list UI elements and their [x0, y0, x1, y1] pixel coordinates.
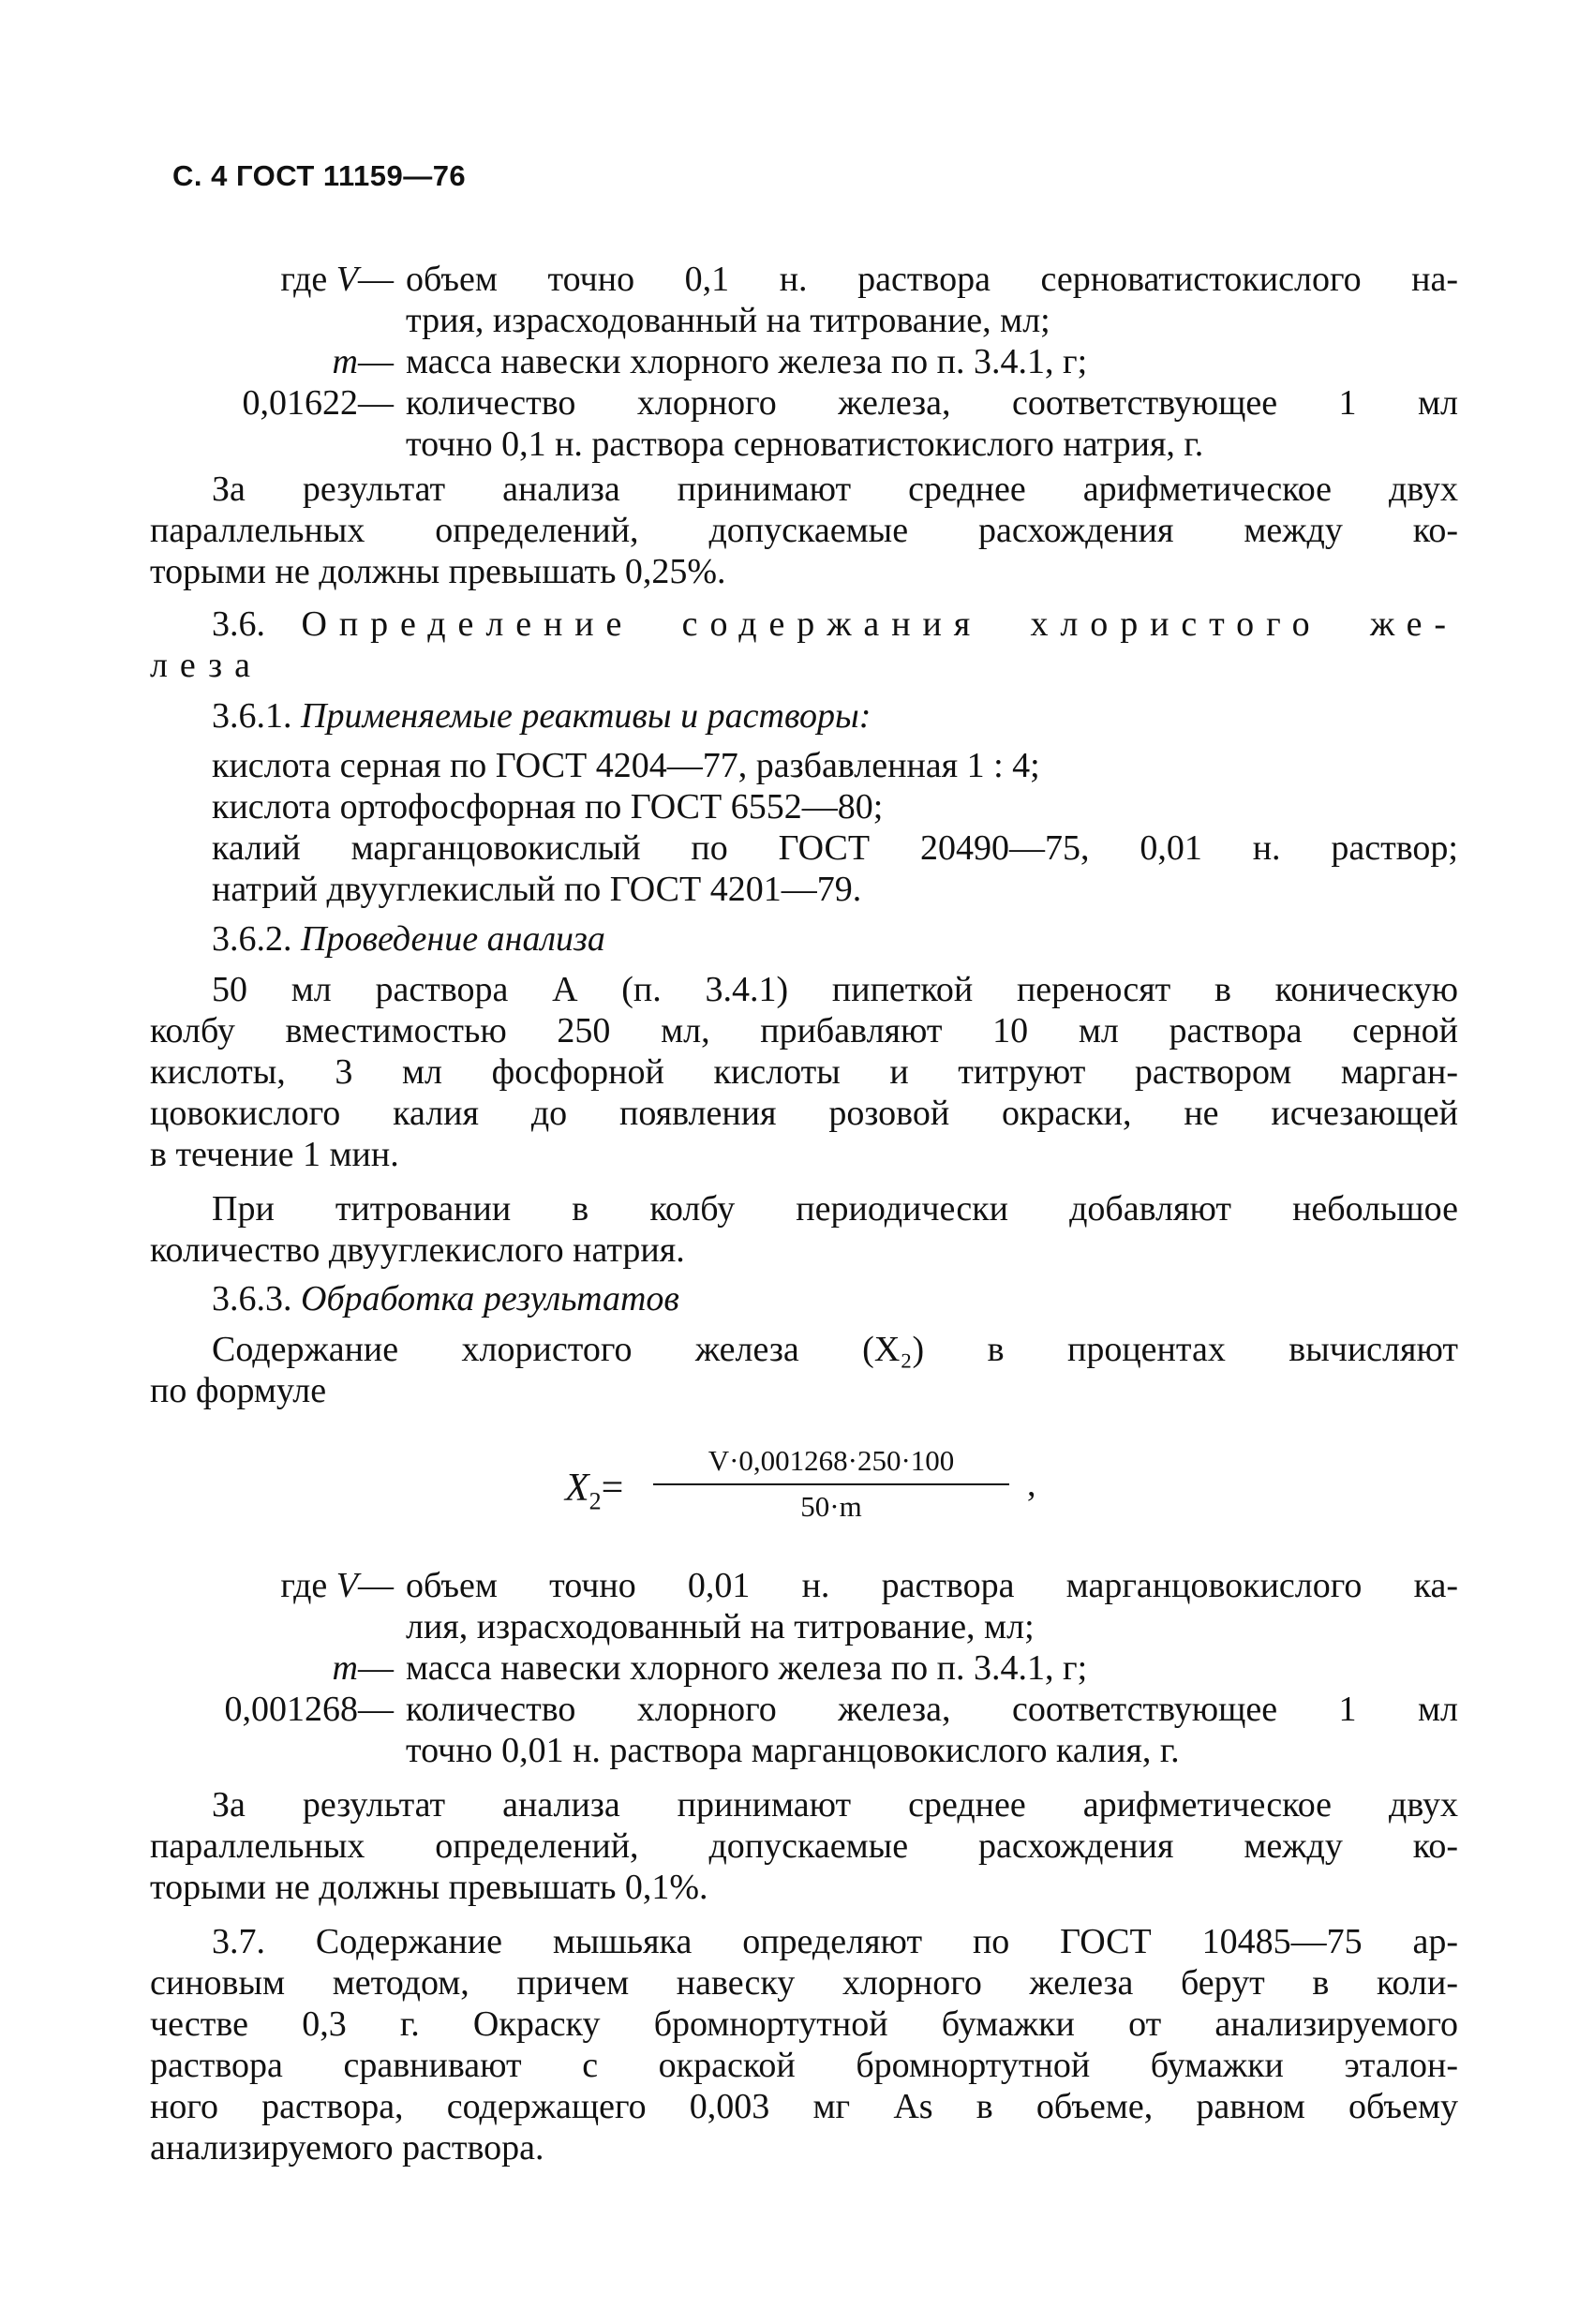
paragraph-line: При титровании в колбу периодически добавляют небольшое	[212, 1189, 1458, 1229]
paragraph-line: честве 0,3 г. Окраску бромнортутной бумажки от анализируемого	[150, 2004, 1458, 2044]
legend-1-text: объем точно 0,1 н. раствора серноватистокислого на-	[406, 260, 1458, 299]
paragraph-line: параллельных определений, допускаемые расхождения между ко-	[150, 1826, 1458, 1866]
page-header: С. 4 ГОСТ 11159—76	[172, 159, 467, 192]
paragraph-line: Содержание хлористого железа (X₂) в процентах вычисляют	[212, 1330, 1458, 1369]
paragraph-line: раствора сравнивают с окраской бромнортутной бумажки эталон-	[150, 2046, 1458, 2085]
legend-dash: —	[358, 1566, 394, 1605]
legend-label-prefix: где	[280, 1566, 336, 1605]
legend-label-prefix: 0,001268	[224, 1690, 358, 1729]
paragraph-line: 50 мл раствора А (п. 3.4.1) пипеткой переносят в коническую	[212, 970, 1458, 1009]
legend-label-var: V	[335, 260, 358, 299]
section-title-text: Определение содержания хлористого же-	[301, 604, 1458, 644]
legend-1-text: трия, израсходованный на титрование, мл;	[406, 301, 1050, 340]
legend-label-prefix: где	[280, 260, 336, 299]
reagent-item: натрий двууглекислый по ГОСТ 4201—79.	[212, 870, 862, 909]
legend-label-var: m	[332, 1648, 358, 1688]
paragraph-line: ного раствора, содержащего 0,003 мг As в объеме, равном объему	[150, 2087, 1458, 2126]
subsection-title	[212, 1278, 679, 1319]
section-number: 3.6.	[212, 604, 265, 644]
subsection-title-text: Применяемые реактивы и растворы:	[301, 696, 871, 736]
section-title-cont: леза	[150, 646, 262, 685]
legend-1-text: точно 0,1 н. раствора серноватистокислого натрия, г.	[406, 425, 1204, 464]
paragraph-line: в течение 1 мин.	[150, 1135, 399, 1174]
legend-1-label-coef	[150, 382, 394, 424]
paragraph-line: За результат анализа принимают среднее арифметическое двух	[212, 1785, 1458, 1825]
legend-2-label-m	[150, 1647, 394, 1689]
reagent-item: кислота серная по ГОСТ 4204—77, разбавленная 1 : 4;	[212, 746, 1040, 785]
paragraph-line: количество двууглекислого натрия.	[150, 1230, 685, 1270]
legend-2-text: количество хлорного железа, соответствующее 1 мл	[406, 1690, 1458, 1729]
paragraph-line: анализируемого раствора.	[150, 2128, 544, 2168]
formula-equals: =	[601, 1467, 624, 1510]
legend-2-label-coef	[150, 1689, 394, 1730]
paragraph-line: торыми не должны превышать 0,1%.	[150, 1868, 708, 1907]
paragraph-line: колбу вместимостью 250 мл, прибавляют 10 мл раствора серной	[150, 1011, 1458, 1050]
formula-lhs-sub: 2	[588, 1487, 602, 1515]
paragraph-line: торыми не должны превышать 0,25%.	[150, 552, 726, 591]
formula-denominator: 50·m	[800, 1490, 862, 1523]
reagent-item: калий марганцовокислый по ГОСТ 20490—75, 0,01 н. раствор;	[212, 828, 1458, 868]
subsection-number: 3.6.3.	[212, 1279, 292, 1318]
legend-1-label-v	[150, 259, 394, 300]
legend-dash: —	[358, 1648, 394, 1688]
paragraph-line: параллельных определений, допускаемые расхождения между ко-	[150, 511, 1458, 550]
formula-lhs	[565, 1466, 623, 1515]
legend-1-text: масса навески хлорного железа по п. 3.4.1, г;	[406, 342, 1088, 381]
subsection-title-text: Обработка результатов	[301, 1279, 679, 1318]
legend-1-text: количество хлорного железа, соответствующее 1 мл	[406, 383, 1458, 423]
legend-dash: —	[358, 342, 394, 381]
legend-1-label-m	[150, 341, 394, 382]
section-title	[212, 603, 1458, 645]
subsection-title	[212, 918, 605, 960]
legend-dash: —	[358, 1690, 394, 1729]
legend-label-var: V	[335, 1566, 358, 1605]
formula-numerator: V·0,001268·250·100	[708, 1444, 955, 1477]
paragraph-line: За результат анализа принимают среднее арифметическое двух	[212, 469, 1458, 509]
subsection-number: 3.6.2.	[212, 919, 292, 959]
legend-2-text: лия, израсходованный на титрование, мл;	[406, 1607, 1035, 1646]
legend-dash: —	[358, 383, 394, 423]
formula-fraction-bar	[653, 1483, 1009, 1485]
formula-trailing: ,	[1027, 1465, 1036, 1504]
formula-lhs-var: X	[565, 1467, 589, 1510]
legend-label-var: m	[332, 342, 358, 381]
paragraph-line: по формуле	[150, 1371, 327, 1410]
legend-2-text: точно 0,01 н. раствора марганцовокислого калия, г.	[406, 1731, 1180, 1770]
subsection-number: 3.6.1.	[212, 696, 292, 736]
paragraph-line: 3.7. Содержание мышьяка определяют по ГОСТ 10485—75 ар-	[212, 1922, 1458, 1961]
paragraph-line: кислоты, 3 мл фосфорной кислоты и титруют раствором марган-	[150, 1052, 1458, 1092]
legend-2-label-v	[150, 1565, 394, 1606]
paragraph-line: цовокислого калия до появления розовой окраски, не исчезающей	[150, 1094, 1458, 1133]
reagent-item: кислота ортофосфорная по ГОСТ 6552—80;	[212, 787, 884, 827]
legend-dash: —	[358, 260, 394, 299]
legend-2-text: объем точно 0,01 н. раствора марганцовокислого ка-	[406, 1566, 1458, 1605]
legend-label-prefix: 0,01622	[242, 383, 358, 423]
subsection-title-text: Проведение анализа	[301, 919, 605, 959]
paragraph-line: синовым методом, причем навеску хлорного железа берут в коли-	[150, 1963, 1458, 2003]
subsection-title	[212, 695, 871, 737]
legend-2-text: масса навески хлорного железа по п. 3.4.1, г;	[406, 1648, 1088, 1688]
